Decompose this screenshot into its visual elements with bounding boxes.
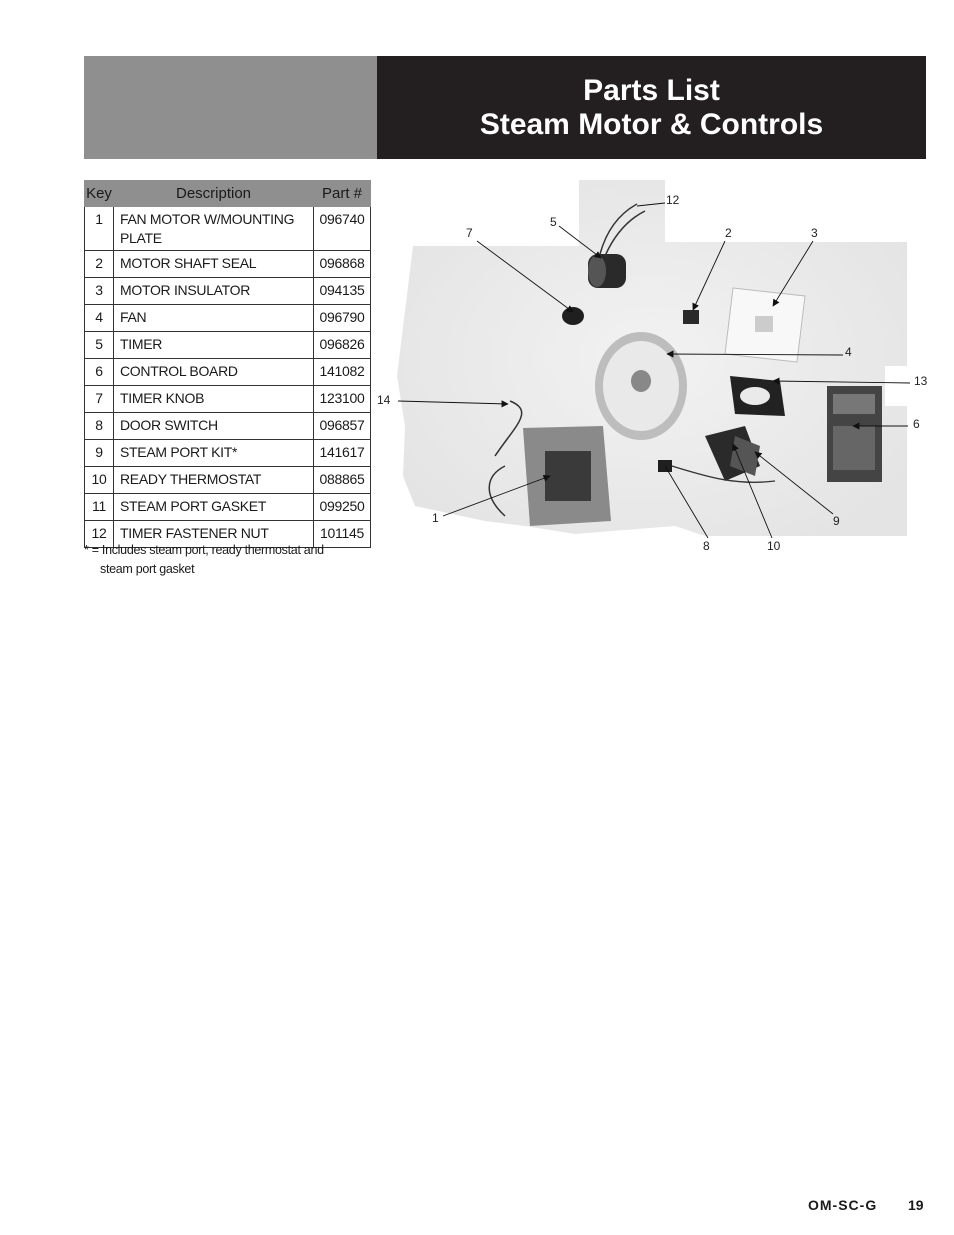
callout-6: 6 <box>913 417 920 431</box>
header-grey-block <box>84 56 377 159</box>
table-row <box>85 467 371 494</box>
row-key: 7 <box>85 386 114 413</box>
footnote-line-2: steam port gasket <box>100 562 195 576</box>
callout-2: 2 <box>725 226 732 240</box>
callout-13: 13 <box>914 374 928 388</box>
footnote-line-1: * = Includes steam port, ready thermostat and <box>84 543 324 557</box>
row-part-number: 096790 <box>314 305 371 332</box>
table-row <box>85 440 371 467</box>
callout-1: 1 <box>432 511 439 525</box>
footnote <box>84 541 374 579</box>
fan-part <box>595 332 687 440</box>
control-board-part <box>827 386 882 482</box>
row-part-number: 088865 <box>314 467 371 494</box>
callout-5: 5 <box>550 215 557 229</box>
row-key: 6 <box>85 359 114 386</box>
title-line-1: Parts List <box>583 73 720 107</box>
row-part-number: 094135 <box>314 278 371 305</box>
callout-14: 14 <box>377 393 391 407</box>
column-header-part: Part # <box>314 181 371 207</box>
table-row <box>85 413 371 440</box>
column-header-key: Key <box>85 181 114 207</box>
table-row <box>85 305 371 332</box>
row-description: FAN MOTOR W/MOUNTING PLATE <box>114 207 314 251</box>
row-key: 1 <box>85 207 114 251</box>
row-key: 10 <box>85 467 114 494</box>
callout-3: 3 <box>811 226 818 240</box>
row-part-number: 096740 <box>314 207 371 251</box>
row-key: 11 <box>85 494 114 521</box>
row-description: TIMER KNOB <box>114 386 314 413</box>
page-title <box>377 56 926 159</box>
row-part-number: 099250 <box>314 494 371 521</box>
page-number: 19 <box>908 1197 924 1213</box>
table-row <box>85 494 371 521</box>
callout-8: 8 <box>703 539 710 553</box>
table-row <box>85 251 371 278</box>
row-key: 5 <box>85 332 114 359</box>
callout-10: 10 <box>767 539 781 553</box>
row-key: 3 <box>85 278 114 305</box>
row-part-number: 096868 <box>314 251 371 278</box>
row-key: 9 <box>85 440 114 467</box>
row-description: TIMER <box>114 332 314 359</box>
row-part-number: 096826 <box>314 332 371 359</box>
table-row <box>85 359 371 386</box>
row-description: MOTOR INSULATOR <box>114 278 314 305</box>
row-part-number: 141617 <box>314 440 371 467</box>
row-key: 8 <box>85 413 114 440</box>
steam-port-gasket-part <box>730 376 785 416</box>
timer-knob-part <box>562 307 584 325</box>
row-description: DOOR SWITCH <box>114 413 314 440</box>
table-row <box>85 386 371 413</box>
row-part-number: 123100 <box>314 386 371 413</box>
parts-exploded-photo <box>375 176 935 561</box>
row-description: MOTOR SHAFT SEAL <box>114 251 314 278</box>
callout-7: 7 <box>466 226 473 240</box>
callout-12: 12 <box>666 193 680 207</box>
document-code: OM-SC-G <box>808 1197 878 1213</box>
column-header-description: Description <box>114 181 314 207</box>
row-description: CONTROL BOARD <box>114 359 314 386</box>
row-key: 4 <box>85 305 114 332</box>
parts-table <box>84 180 371 548</box>
row-description: STEAM PORT GASKET <box>114 494 314 521</box>
table-row <box>85 332 371 359</box>
title-line-2: Steam Motor & Controls <box>479 107 824 141</box>
row-description: TIMER FASTENER NUT <box>114 521 314 548</box>
table-row <box>85 207 371 251</box>
row-description: FAN <box>114 305 314 332</box>
shaft-seal-part <box>683 310 699 324</box>
row-key: 2 <box>85 251 114 278</box>
row-description: STEAM PORT KIT* <box>114 440 314 467</box>
callout-4: 4 <box>845 345 852 359</box>
motor-insulator-part <box>725 288 805 362</box>
row-part-number: 096857 <box>314 413 371 440</box>
table-header-row <box>85 181 371 207</box>
row-key: 12 <box>85 521 114 548</box>
row-part-number: 141082 <box>314 359 371 386</box>
table-row <box>85 278 371 305</box>
row-description: READY THERMOSTAT <box>114 467 314 494</box>
callout-9: 9 <box>833 514 840 528</box>
row-part-number: 101145 <box>314 521 371 548</box>
